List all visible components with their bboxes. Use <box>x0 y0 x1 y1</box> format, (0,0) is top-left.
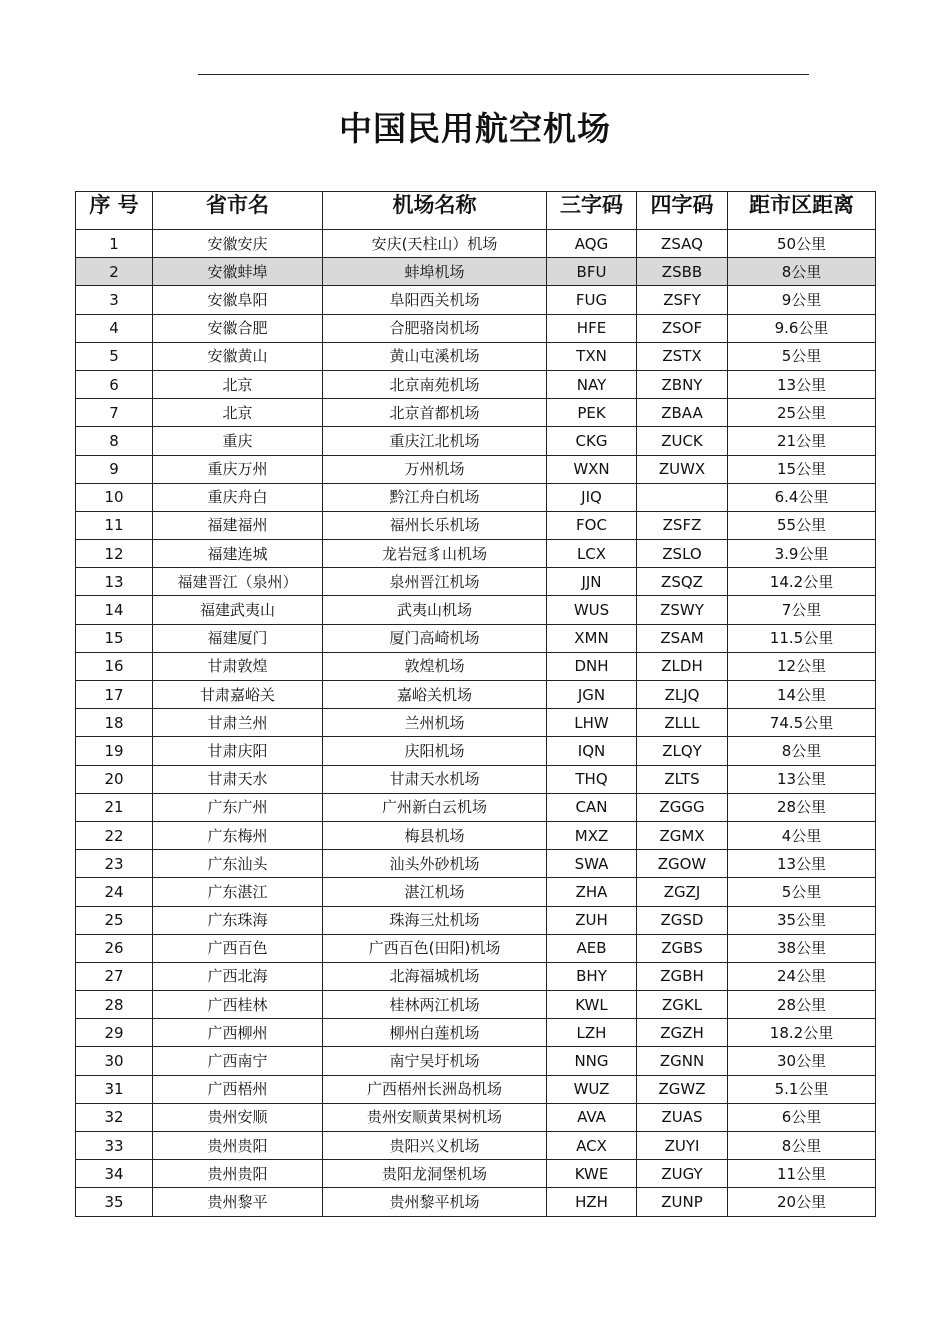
table-row <box>76 765 876 793</box>
cell-airport-name: 福州长乐机场 <box>323 511 547 539</box>
cell-airport-name: 北京南苑机场 <box>323 370 547 398</box>
cell-iata-code: THQ <box>547 765 637 793</box>
table-row <box>76 314 876 342</box>
cell-iata-code: LHW <box>547 709 637 737</box>
table-row <box>76 1047 876 1075</box>
cell-airport-name: 庆阳机场 <box>323 737 547 765</box>
cell-iata-code: CAN <box>547 793 637 821</box>
cell-icao-code: ZUWX <box>637 455 728 483</box>
cell-icao-code: ZSQZ <box>637 568 728 596</box>
cell-province-city: 福建福州 <box>153 511 323 539</box>
cell-province-city: 甘肃嘉峪关 <box>153 681 323 709</box>
cell-distance: 25公里 <box>728 399 876 427</box>
cell-icao-code: ZUGY <box>637 1160 728 1188</box>
table-row <box>76 652 876 680</box>
cell-distance: 74.5公里 <box>728 709 876 737</box>
cell-iata-code: AQG <box>547 230 637 258</box>
cell-province-city: 广东汕头 <box>153 850 323 878</box>
cell-airport-name: 湛江机场 <box>323 878 547 906</box>
table-row <box>76 596 876 624</box>
cell-index: 20 <box>76 765 153 793</box>
cell-airport-name: 万州机场 <box>323 455 547 483</box>
cell-index: 34 <box>76 1160 153 1188</box>
cell-icao-code: ZGZJ <box>637 878 728 906</box>
cell-iata-code: WXN <box>547 455 637 483</box>
cell-province-city: 贵州贵阳 <box>153 1160 323 1188</box>
table-row <box>76 793 876 821</box>
cell-index: 16 <box>76 652 153 680</box>
cell-province-city: 重庆舟白 <box>153 483 323 511</box>
table-row <box>76 737 876 765</box>
cell-province-city: 广西桂林 <box>153 991 323 1019</box>
cell-icao-code: ZGGG <box>637 793 728 821</box>
cell-province-city: 广西北海 <box>153 962 323 990</box>
cell-iata-code: NNG <box>547 1047 637 1075</box>
cell-province-city: 安徽蚌埠 <box>153 258 323 286</box>
cell-iata-code: KWL <box>547 991 637 1019</box>
airport-table <box>75 191 876 1217</box>
cell-distance: 55公里 <box>728 511 876 539</box>
cell-distance: 4公里 <box>728 821 876 849</box>
cell-iata-code: XMN <box>547 624 637 652</box>
table-row <box>76 821 876 849</box>
cell-province-city: 甘肃兰州 <box>153 709 323 737</box>
cell-distance: 3.9公里 <box>728 540 876 568</box>
cell-index: 30 <box>76 1047 153 1075</box>
cell-iata-code: WUS <box>547 596 637 624</box>
cell-iata-code: CKG <box>547 427 637 455</box>
cell-airport-name: 黔江舟白机场 <box>323 483 547 511</box>
cell-distance: 14.2公里 <box>728 568 876 596</box>
cell-province-city: 广东梅州 <box>153 821 323 849</box>
cell-icao-code: ZBAA <box>637 399 728 427</box>
table-row <box>76 483 876 511</box>
cell-province-city: 安徽阜阳 <box>153 286 323 314</box>
cell-icao-code: ZLDH <box>637 652 728 680</box>
cell-distance: 11.5公里 <box>728 624 876 652</box>
cell-province-city: 广西梧州 <box>153 1075 323 1103</box>
cell-airport-name: 蚌埠机场 <box>323 258 547 286</box>
cell-distance: 11公里 <box>728 1160 876 1188</box>
cell-iata-code: JIQ <box>547 483 637 511</box>
cell-iata-code: HZH <box>547 1188 637 1216</box>
cell-distance: 28公里 <box>728 991 876 1019</box>
table-row <box>76 540 876 568</box>
cell-index: 14 <box>76 596 153 624</box>
cell-distance: 8公里 <box>728 1132 876 1160</box>
cell-airport-name: 广西梧州长洲岛机场 <box>323 1075 547 1103</box>
cell-index: 27 <box>76 962 153 990</box>
table-row <box>76 399 876 427</box>
cell-iata-code: BFU <box>547 258 637 286</box>
cell-province-city: 福建晋江（泉州） <box>153 568 323 596</box>
cell-icao-code: ZGZH <box>637 1019 728 1047</box>
cell-iata-code: TXN <box>547 342 637 370</box>
cell-index: 10 <box>76 483 153 511</box>
cell-airport-name: 梅县机场 <box>323 821 547 849</box>
cell-icao-code: ZGWZ <box>637 1075 728 1103</box>
cell-icao-code: ZGNN <box>637 1047 728 1075</box>
cell-icao-code: ZGBS <box>637 934 728 962</box>
cell-distance: 14公里 <box>728 681 876 709</box>
table-row <box>76 1019 876 1047</box>
table-row <box>76 1132 876 1160</box>
cell-province-city: 重庆万州 <box>153 455 323 483</box>
cell-index: 7 <box>76 399 153 427</box>
cell-iata-code: FOC <box>547 511 637 539</box>
header-row <box>76 192 876 230</box>
cell-province-city: 北京 <box>153 370 323 398</box>
cell-airport-name: 重庆江北机场 <box>323 427 547 455</box>
cell-distance: 7公里 <box>728 596 876 624</box>
cell-airport-name: 北京首都机场 <box>323 399 547 427</box>
cell-airport-name: 甘肃天水机场 <box>323 765 547 793</box>
cell-index: 29 <box>76 1019 153 1047</box>
cell-distance: 13公里 <box>728 370 876 398</box>
table-row <box>76 624 876 652</box>
cell-airport-name: 北海福城机场 <box>323 962 547 990</box>
cell-icao-code: ZLJQ <box>637 681 728 709</box>
table-row <box>76 991 876 1019</box>
top-rule <box>198 74 809 75</box>
header-distance: 距市区距离 <box>728 192 876 230</box>
cell-province-city: 安徽黄山 <box>153 342 323 370</box>
cell-distance: 6.4公里 <box>728 483 876 511</box>
cell-distance: 6公里 <box>728 1103 876 1131</box>
cell-index: 1 <box>76 230 153 258</box>
cell-distance: 8公里 <box>728 737 876 765</box>
cell-province-city: 甘肃敦煌 <box>153 652 323 680</box>
cell-airport-name: 敦煌机场 <box>323 652 547 680</box>
cell-icao-code: ZSFY <box>637 286 728 314</box>
cell-province-city: 福建厦门 <box>153 624 323 652</box>
cell-airport-name: 桂林两江机场 <box>323 991 547 1019</box>
cell-airport-name: 柳州白莲机场 <box>323 1019 547 1047</box>
cell-icao-code <box>637 483 728 511</box>
cell-province-city: 重庆 <box>153 427 323 455</box>
table-row <box>76 427 876 455</box>
cell-iata-code: ZHA <box>547 878 637 906</box>
cell-distance: 5公里 <box>728 342 876 370</box>
cell-icao-code: ZSTX <box>637 342 728 370</box>
cell-iata-code: BHY <box>547 962 637 990</box>
cell-distance: 8公里 <box>728 258 876 286</box>
cell-icao-code: ZSAQ <box>637 230 728 258</box>
cell-airport-name: 广州新白云机场 <box>323 793 547 821</box>
cell-iata-code: MXZ <box>547 821 637 849</box>
cell-distance: 24公里 <box>728 962 876 990</box>
cell-distance: 9公里 <box>728 286 876 314</box>
cell-airport-name: 阜阳西关机场 <box>323 286 547 314</box>
cell-iata-code: JJN <box>547 568 637 596</box>
cell-iata-code: KWE <box>547 1160 637 1188</box>
cell-airport-name: 泉州晋江机场 <box>323 568 547 596</box>
cell-province-city: 福建连城 <box>153 540 323 568</box>
header-index: 序 号 <box>76 192 153 230</box>
cell-icao-code: ZSBB <box>637 258 728 286</box>
table-row <box>76 568 876 596</box>
cell-distance: 38公里 <box>728 934 876 962</box>
cell-distance: 21公里 <box>728 427 876 455</box>
cell-distance: 50公里 <box>728 230 876 258</box>
cell-iata-code: SWA <box>547 850 637 878</box>
cell-iata-code: PEK <box>547 399 637 427</box>
page-title: 中国民用航空机场 <box>339 109 611 148</box>
cell-index: 35 <box>76 1188 153 1216</box>
cell-province-city: 广西百色 <box>153 934 323 962</box>
cell-iata-code: FUG <box>547 286 637 314</box>
cell-index: 12 <box>76 540 153 568</box>
table-row <box>76 906 876 934</box>
header-iata-code: 三字码 <box>547 192 637 230</box>
cell-distance: 5.1公里 <box>728 1075 876 1103</box>
cell-iata-code: AVA <box>547 1103 637 1131</box>
cell-iata-code: JGN <box>547 681 637 709</box>
table-row <box>76 962 876 990</box>
cell-icao-code: ZUYI <box>637 1132 728 1160</box>
cell-iata-code: AEB <box>547 934 637 962</box>
table-row <box>76 934 876 962</box>
cell-airport-name: 广西百色(田阳)机场 <box>323 934 547 962</box>
cell-distance: 12公里 <box>728 652 876 680</box>
cell-airport-name: 贵阳龙洞堡机场 <box>323 1160 547 1188</box>
cell-icao-code: ZGSD <box>637 906 728 934</box>
cell-index: 11 <box>76 511 153 539</box>
cell-icao-code: ZLTS <box>637 765 728 793</box>
table-row <box>76 709 876 737</box>
cell-airport-name: 汕头外砂机场 <box>323 850 547 878</box>
cell-icao-code: ZUNP <box>637 1188 728 1216</box>
cell-distance: 13公里 <box>728 765 876 793</box>
cell-province-city: 广西柳州 <box>153 1019 323 1047</box>
cell-airport-name: 贵州安顺黄果树机场 <box>323 1103 547 1131</box>
cell-distance: 30公里 <box>728 1047 876 1075</box>
cell-index: 13 <box>76 568 153 596</box>
cell-distance: 28公里 <box>728 793 876 821</box>
cell-airport-name: 武夷山机场 <box>323 596 547 624</box>
table-row <box>76 230 876 258</box>
cell-index: 32 <box>76 1103 153 1131</box>
table-row <box>76 681 876 709</box>
cell-icao-code: ZBNY <box>637 370 728 398</box>
cell-province-city: 贵州黎平 <box>153 1188 323 1216</box>
cell-province-city: 甘肃庆阳 <box>153 737 323 765</box>
cell-icao-code: ZSFZ <box>637 511 728 539</box>
cell-icao-code: ZGKL <box>637 991 728 1019</box>
table-row <box>76 878 876 906</box>
cell-index: 21 <box>76 793 153 821</box>
table-row <box>76 511 876 539</box>
cell-province-city: 广东湛江 <box>153 878 323 906</box>
cell-province-city: 广东珠海 <box>153 906 323 934</box>
table-row <box>76 1188 876 1216</box>
cell-airport-name: 合肥骆岗机场 <box>323 314 547 342</box>
cell-iata-code: LCX <box>547 540 637 568</box>
cell-airport-name: 贵阳兴义机场 <box>323 1132 547 1160</box>
cell-airport-name: 珠海三灶机场 <box>323 906 547 934</box>
cell-iata-code: LZH <box>547 1019 637 1047</box>
cell-icao-code: ZLLL <box>637 709 728 737</box>
cell-index: 25 <box>76 906 153 934</box>
table-row <box>76 286 876 314</box>
table-row <box>76 1103 876 1131</box>
cell-iata-code: ZUH <box>547 906 637 934</box>
cell-iata-code: NAY <box>547 370 637 398</box>
cell-index: 2 <box>76 258 153 286</box>
cell-icao-code: ZLQY <box>637 737 728 765</box>
cell-iata-code: ACX <box>547 1132 637 1160</box>
cell-province-city: 广西南宁 <box>153 1047 323 1075</box>
cell-province-city: 广东广州 <box>153 793 323 821</box>
cell-distance: 5公里 <box>728 878 876 906</box>
cell-distance: 18.2公里 <box>728 1019 876 1047</box>
cell-index: 15 <box>76 624 153 652</box>
cell-index: 24 <box>76 878 153 906</box>
table-row <box>76 342 876 370</box>
cell-province-city: 贵州贵阳 <box>153 1132 323 1160</box>
header-province-city: 省市名 <box>153 192 323 230</box>
cell-index: 9 <box>76 455 153 483</box>
cell-icao-code: ZSAM <box>637 624 728 652</box>
cell-iata-code: IQN <box>547 737 637 765</box>
cell-iata-code: WUZ <box>547 1075 637 1103</box>
cell-index: 22 <box>76 821 153 849</box>
cell-icao-code: ZGOW <box>637 850 728 878</box>
cell-distance: 13公里 <box>728 850 876 878</box>
cell-airport-name: 兰州机场 <box>323 709 547 737</box>
cell-province-city: 甘肃天水 <box>153 765 323 793</box>
cell-index: 31 <box>76 1075 153 1103</box>
table-row <box>76 370 876 398</box>
cell-airport-name: 安庆(天柱山）机场 <box>323 230 547 258</box>
cell-index: 5 <box>76 342 153 370</box>
cell-iata-code: HFE <box>547 314 637 342</box>
cell-icao-code: ZGMX <box>637 821 728 849</box>
cell-index: 18 <box>76 709 153 737</box>
cell-province-city: 贵州安顺 <box>153 1103 323 1131</box>
cell-icao-code: ZUAS <box>637 1103 728 1131</box>
cell-airport-name: 嘉峪关机场 <box>323 681 547 709</box>
cell-airport-name: 南宁吴圩机场 <box>323 1047 547 1075</box>
cell-distance: 15公里 <box>728 455 876 483</box>
cell-index: 28 <box>76 991 153 1019</box>
cell-airport-name: 龙岩冠豸山机场 <box>323 540 547 568</box>
table-row <box>76 1160 876 1188</box>
table-row <box>76 1075 876 1103</box>
cell-icao-code: ZGBH <box>637 962 728 990</box>
cell-distance: 20公里 <box>728 1188 876 1216</box>
cell-icao-code: ZSWY <box>637 596 728 624</box>
cell-distance: 35公里 <box>728 906 876 934</box>
cell-distance: 9.6公里 <box>728 314 876 342</box>
cell-province-city: 安徽安庆 <box>153 230 323 258</box>
cell-index: 4 <box>76 314 153 342</box>
cell-airport-name: 贵州黎平机场 <box>323 1188 547 1216</box>
header-airport-name: 机场名称 <box>323 192 547 230</box>
cell-index: 8 <box>76 427 153 455</box>
header-icao-code: 四字码 <box>637 192 728 230</box>
table-body <box>76 230 876 1217</box>
cell-index: 6 <box>76 370 153 398</box>
cell-icao-code: ZSOF <box>637 314 728 342</box>
cell-index: 33 <box>76 1132 153 1160</box>
cell-iata-code: DNH <box>547 652 637 680</box>
table-row <box>76 258 876 286</box>
cell-index: 17 <box>76 681 153 709</box>
cell-index: 3 <box>76 286 153 314</box>
cell-airport-name: 黄山屯溪机场 <box>323 342 547 370</box>
cell-index: 26 <box>76 934 153 962</box>
cell-airport-name: 厦门高崎机场 <box>323 624 547 652</box>
table-row <box>76 455 876 483</box>
cell-index: 19 <box>76 737 153 765</box>
cell-icao-code: ZUCK <box>637 427 728 455</box>
cell-province-city: 北京 <box>153 399 323 427</box>
cell-index: 23 <box>76 850 153 878</box>
table-row <box>76 850 876 878</box>
cell-icao-code: ZSLO <box>637 540 728 568</box>
cell-province-city: 安徽合肥 <box>153 314 323 342</box>
cell-province-city: 福建武夷山 <box>153 596 323 624</box>
